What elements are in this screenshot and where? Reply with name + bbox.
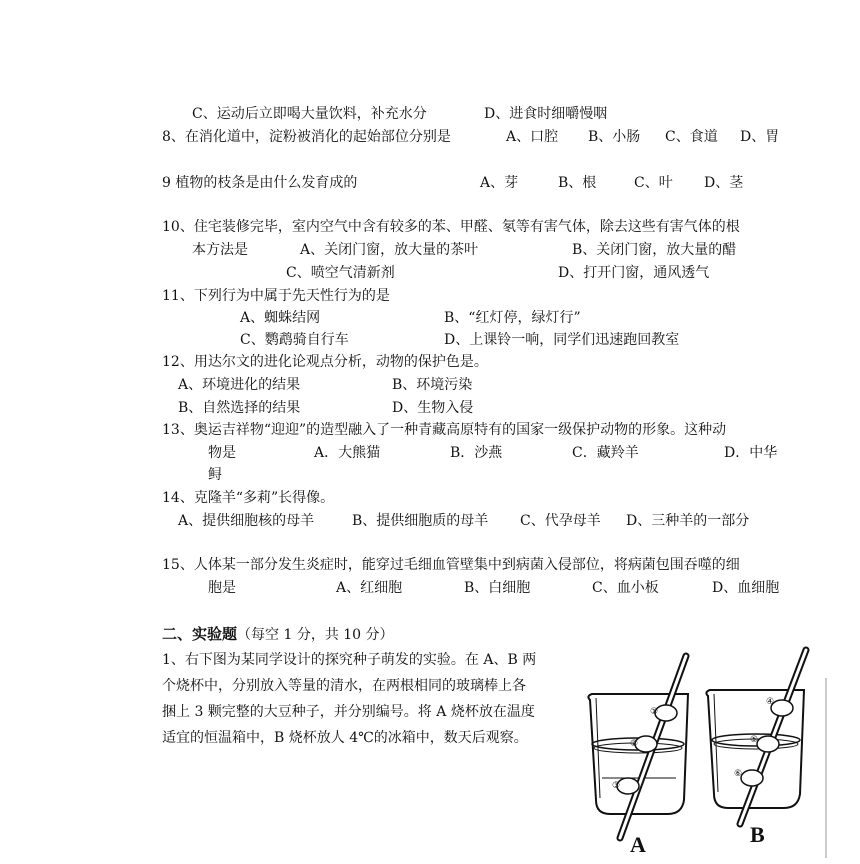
q8-option-c: C、食道 [665,129,718,145]
q11-option-a: A、蜘蛛结网 [240,310,321,326]
q12-option-a: A、环境进化的结果 [178,377,301,393]
q9-option-d: D、茎 [704,175,744,191]
q13-stem-line1: 13、奥运吉祥物“迎迎”的造型融入了一种青藏高原特有的国家一级保护动物的形象。这种动 [162,422,727,438]
q10-option-a: A、关闭门窗，放大量的茶叶 [300,242,479,258]
q12-option-b-second: B、自然选择的结果 [178,400,301,416]
seed-label-a1: ① [650,707,659,717]
q10-option-b: B、关闭门窗，放大量的醋 [572,242,737,258]
section-2-heading [162,625,394,644]
q11-option-c: C、鹦鹉骑自行车 [240,332,349,348]
exp1-line3: 捆上 3 颗完整的大豆种子，并分别编号。将 A 烧杯放在温度 [162,704,535,720]
q8-option-a: A、口腔 [506,129,559,145]
exp1-line2: 个烧杯中，分别放入等量的清水，在两根相同的玻璃棒上各 [162,678,526,694]
seed-label-a2: ② [630,739,639,749]
q14-option-a: A、提供细胞核的母羊 [178,513,315,529]
q11-option-b: B、“红灯停，绿灯行” [444,310,581,326]
exp1-line4: 适宜的恒温箱中，B 烧杯放人 4℃的冰箱中，数天后观察。 [162,730,528,746]
q15-option-b: B、白细胞 [464,580,531,596]
q14-option-c: C、代孕母羊 [520,513,601,529]
beaker-figure [580,638,830,864]
q8-option-d: D、胃 [740,129,780,145]
seeds-b [741,700,793,786]
exp1-line1: 1、右下图为某同学设计的探究种子萌发的实验。在 A、B 两 [162,652,537,668]
q14-option-d: D、三种羊的一部分 [626,513,750,529]
q9-stem: 9 植物的枝条是由什么发育成的 [162,175,358,191]
seed-label-b3: ⑥ [734,769,743,779]
q15-stem-line2: 胞是 [208,580,236,596]
q10-stem-line2: 本方法是 [192,242,248,258]
q10-option-d: D、打开门窗，通风透气 [558,265,710,281]
q9-option-c: C、叶 [634,175,673,191]
q11-stem: 11、下列行为中属于先天性行为的是 [162,288,390,304]
q14-stem: 14、克隆羊“多莉”长得像。 [162,490,335,506]
q15-stem-line1: 15、人体某一部分发生炎症时，能穿过毛细血管壁集中到病菌入侵部位，将病菌包围吞噬的细 [162,557,740,573]
q14-option-b: B、提供细胞质的母羊 [352,513,489,529]
q9-option-a: A、芽 [480,175,519,191]
q9-option-b: B、根 [558,175,597,191]
q13-option-b: B．沙燕 [450,445,503,461]
section-2-note: （每空 1 分，共 10 分） [237,627,394,643]
q13-option-d: D．中华 [724,445,778,461]
q12-option-b: B、环境污染 [392,377,473,393]
seed-label-b2: ⑤ [750,735,759,745]
q8-stem: 8、在消化道中，淀粉被消化的起始部位分别是 [162,129,451,145]
q12-stem: 12、用达尔文的进化论观点分析，动物的保护色是。 [162,354,488,370]
prev-option-d: D、进食时细嚼慢咽 [484,106,608,122]
seed-label-a3: ③ [612,781,621,791]
seed-label-b1: ④ [766,697,775,707]
beaker-label-b: B [750,822,765,847]
q13-option-d-continued: 鲟 [208,467,222,483]
q13-stem-line2: 物是 [208,445,236,461]
prev-option-c: C、运动后立即喝大量饮料，补充水分 [192,106,427,122]
q13-option-a: A．大熊猫 [314,445,381,461]
q13-option-c: C．藏羚羊 [572,445,639,461]
q15-option-c: C、血小板 [592,580,659,596]
q12-option-d: D、生物入侵 [392,400,474,416]
q8-option-b: B、小肠 [588,129,641,145]
q10-option-c: C、喷空气清新剂 [286,265,395,281]
section-2-title: 二、实验题 [162,625,238,643]
q10-stem-line1: 10、住宅装修完毕，室内空气中含有较多的苯、甲醛、氡等有害气体，除去这些有害气体的根 [162,219,740,235]
q11-option-d: D、上课铃一响，同学们迅速跑回教室 [444,332,680,348]
q15-option-a: A、红细胞 [336,580,403,596]
q15-option-d: D、血细胞 [712,580,780,596]
beaker-label-a: A [630,832,646,857]
